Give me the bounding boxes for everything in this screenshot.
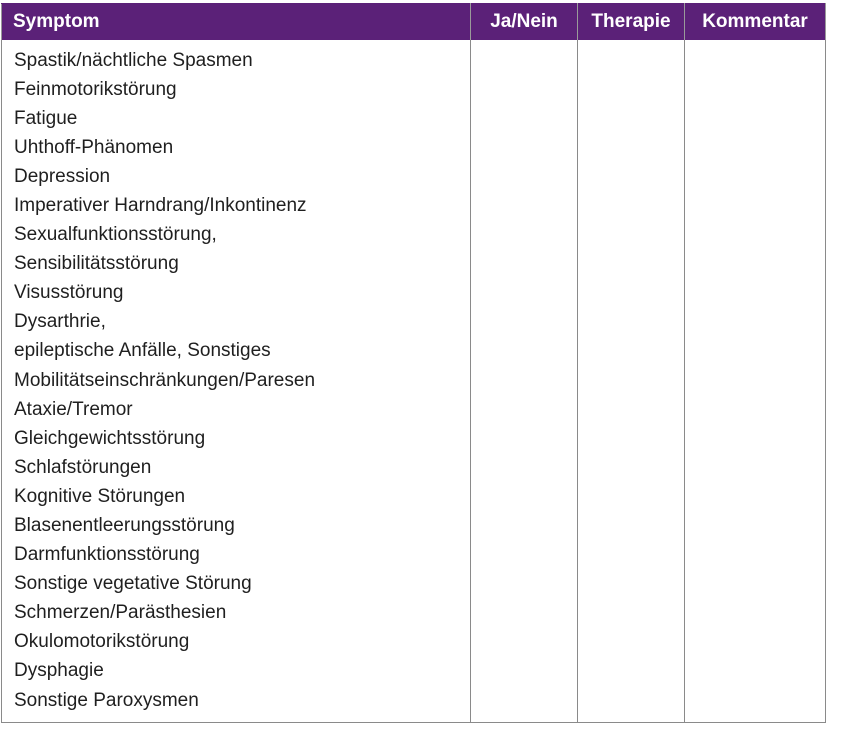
symptom-item: Feinmotorikstörung: [14, 78, 177, 100]
symptom-column-cell: [2, 40, 471, 723]
symptom-item: Schmerzen/Parästhesien: [14, 602, 227, 624]
symptom-item: Spastik/nächtliche Spasmen: [14, 49, 253, 71]
symptom-item: Imperativer Harndrang/Inkontinenz: [14, 194, 307, 216]
symptom-item: Dysphagie: [14, 660, 104, 682]
symptom-item: Visusstörung: [14, 282, 124, 304]
table-header-row: [2, 4, 826, 40]
ja-nein-cell[interactable]: [471, 40, 578, 723]
symptom-item: Uhthoff-Phänomen: [14, 136, 174, 158]
symptom-item: Schlafstörungen: [14, 456, 152, 478]
header-ja-nein: Ja/Nein: [471, 4, 578, 40]
header-symptom: Symptom: [2, 4, 471, 40]
symptom-item: Mobilitätseinschränkungen/Paresen: [14, 369, 316, 391]
symptom-item: Sexualfunktionsstörung,: [14, 224, 217, 246]
therapie-cell[interactable]: [578, 40, 685, 723]
symptom-item: Sensibilitätsstörung: [14, 253, 179, 275]
symptom-list: [14, 46, 470, 715]
symptom-item: Blasenentleerungsstörung: [14, 515, 235, 536]
symptom-item: Sonstige Paroxysmen: [14, 689, 199, 711]
symptom-item: Ataxie/Tremor: [14, 398, 133, 420]
kommentar-cell[interactable]: [685, 40, 826, 723]
symptom-item: Darmfunktionsstörung: [14, 544, 200, 566]
symptom-item: Kognitive Störungen: [14, 485, 186, 507]
table-body-row: [2, 40, 826, 723]
symptom-item: Sonstige vegetative Störung: [14, 573, 252, 595]
symptom-table: [1, 3, 826, 723]
symptom-item: Dysarthrie,: [14, 311, 106, 333]
symptom-item: Depression: [14, 165, 111, 187]
symptom-item: Fatigue: [14, 107, 78, 129]
symptom-item: Okulomotorikstörung: [14, 631, 190, 653]
symptom-item: epileptische Anfälle, Sonstiges: [14, 340, 271, 362]
symptom-item: Gleichgewichtsstörung: [14, 427, 206, 449]
header-therapie: Therapie: [578, 4, 685, 40]
header-kommentar: Kommentar: [685, 4, 826, 40]
